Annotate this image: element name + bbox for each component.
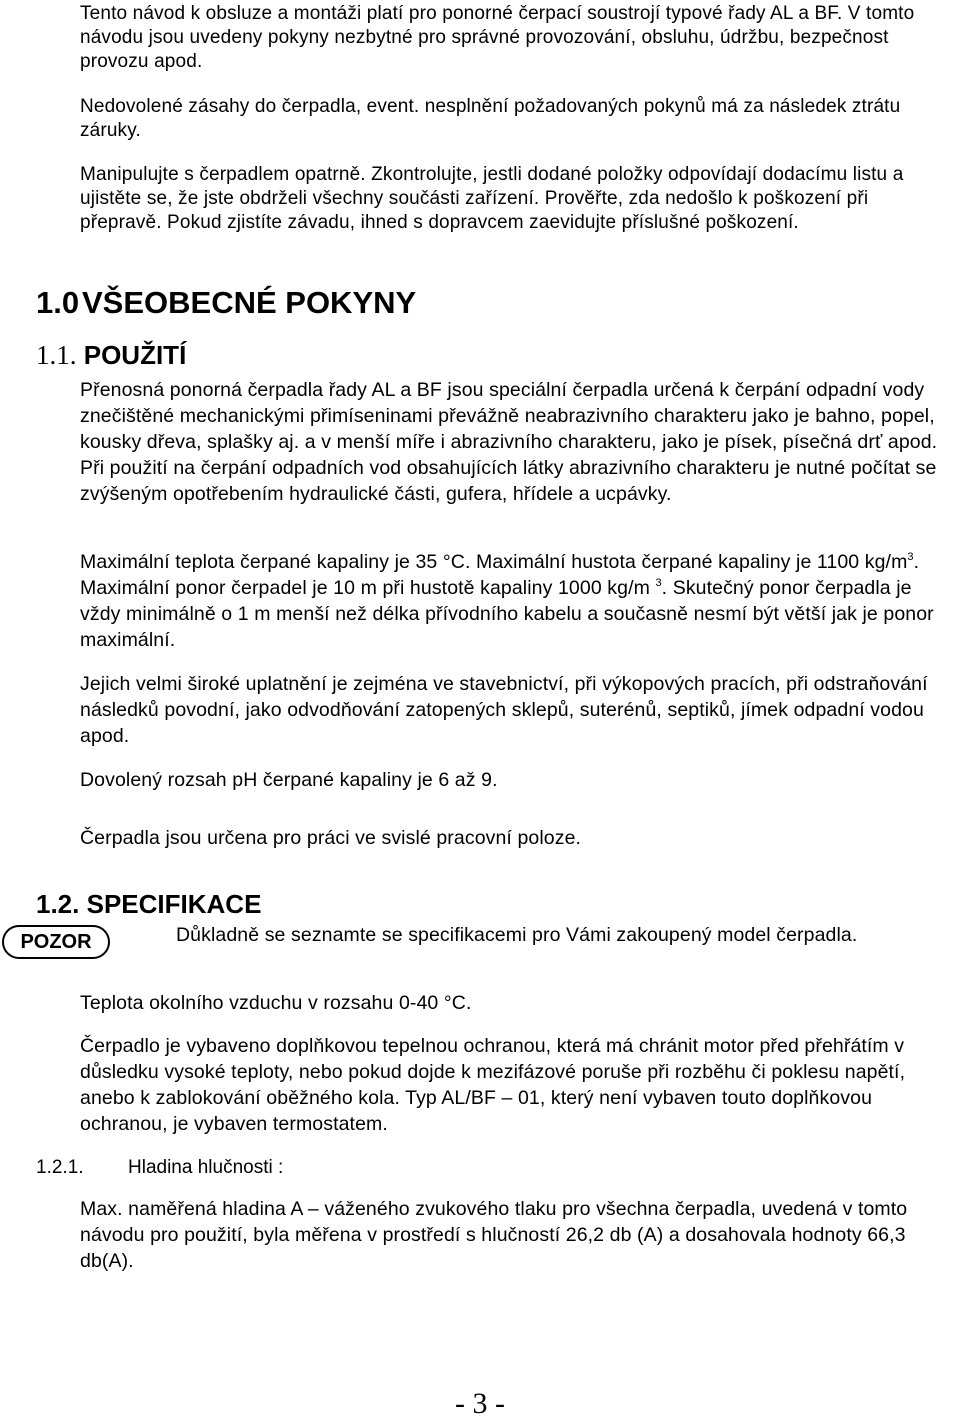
section-number: 1.0 xyxy=(36,285,80,320)
section-heading-usage xyxy=(36,340,186,370)
intro-paragraph-warranty: Nedovolené zásahy do čerpadla, event. nesplnění požadovaných pokynů má za následek ztrátu záruky. xyxy=(80,96,901,141)
intro-paragraph-handling: Manipulujte s čerpadlem opatrně. Zkontrolujte, jestli dodané položky odpovídají dodacímu listu a ujistěte se, že jste obdrželi všechny součásti zařízení. Prověřte, zda nedošlo k poškození při přepravě. Pokud zjistíte závadu, ihned s dopravcem zaevidujte příslušné poškození. xyxy=(80,164,904,233)
ph-range-paragraph: Dovolený rozsah pH čerpané kapaliny je 6 až 9. xyxy=(80,769,498,791)
subsection-title: Hladina hlučnosti : xyxy=(128,1157,284,1178)
page-number: - 3 - xyxy=(455,1387,505,1420)
usage-description: Přenosná ponorná čerpadla řady AL a BF jsou speciální čerpadla určená k čerpání odpadní vody znečištěné mechanickými přimíseninami převážně neabrazivního charakteru jako je bahno, popel, kousky dřeva, splašky aj. a v menší míře i abrazivního charakteru, jako je písek, písečná drť apod. Při použití na čerpání odpadních vod obsahujících látky abrazivního charakteru je nutné počítat se zvýšeným opotřebením hydraulické části, gufera, hřídele a ucpávky. xyxy=(80,379,938,505)
section-heading-specification xyxy=(36,889,261,919)
section-title: VŠEOBECNÉ POKYNY xyxy=(82,285,417,320)
specification-notice: Důkladně se seznamte se specifikacemi pro Vámi zakoupený model čerpadla. xyxy=(176,924,858,946)
warning-badge: POZOR xyxy=(2,925,110,959)
application-paragraph: Jejich velmi široké uplatnění je zejména ve stavebnictví, při výkopových pracích, při odstraňování následků povodní, jako odvodňování zatopených sklepů, suterénů, septiků, jímek odpadní vodou apod. xyxy=(80,673,928,747)
section-heading-general xyxy=(36,285,416,321)
section-title: SPECIFIKACE xyxy=(86,889,262,919)
section-title: POUŽITÍ xyxy=(83,340,187,370)
limits-paragraph xyxy=(80,549,956,653)
subsection-number: 1.2.1. xyxy=(36,1157,84,1178)
subsection-heading-noise xyxy=(36,1156,283,1180)
noise-level-paragraph: Max. naměřená hladina A – váženého zvukového tlaku pro všechna čerpadla, uvedená v tomto návodu pro použití, byla měřena v prostředí s hlučností 26,2 db (A) a dosahovala hodnoty 66,3 db(A). xyxy=(80,1198,908,1272)
limits-text-a: Maximální teplota čerpané kapaliny je 35 °C. Maximální hustota čerpané kapaliny je 1100 kg/m xyxy=(80,551,908,573)
intro-paragraph-scope: Tento návod k obsluze a montáži platí pro ponorné čerpací soustrojí typové řady AL a BF. V tomto návodu jsou uvedeny pokyny nezbytné pro správné provozování, obsluhu, údržbu, bezpečnost provozu apod. xyxy=(80,3,915,72)
section-number: 1.2. xyxy=(36,889,80,919)
limits-text-b: . Maximální ponor čerpadel je 10 m při hustotě kapaliny 1000 kg/m xyxy=(80,551,920,599)
working-position-paragraph: Čerpadla jsou určena pro práci ve svislé pracovní poloze. xyxy=(80,827,582,849)
section-number: 1.1. xyxy=(36,340,77,370)
thermal-protection-paragraph: Čerpadlo je vybaveno doplňkovou tepelnou ochranou, která má chránit motor před přehřátím v důsledku vysoké teploty, nebo pokud dojde k mezifázové poruše při rozběhu či poklesu napětí, anebo k zablokování oběžného kola. Typ AL/BF – 01, který není vybaven touto doplňkovou ochranou, je vybaven termostatem. xyxy=(80,1035,906,1135)
ambient-temperature-paragraph: Teplota okolního vzduchu v rozsahu 0-40 °C. xyxy=(80,992,472,1014)
superscript: 3 xyxy=(907,551,914,563)
superscript: 3 xyxy=(655,577,662,589)
limits-text-c: . Skutečný ponor čerpadla je vždy minimálně o 1 m menší než délka přívodního kabelu a současně nesmí být větší jak je ponor maximální. xyxy=(80,577,934,651)
